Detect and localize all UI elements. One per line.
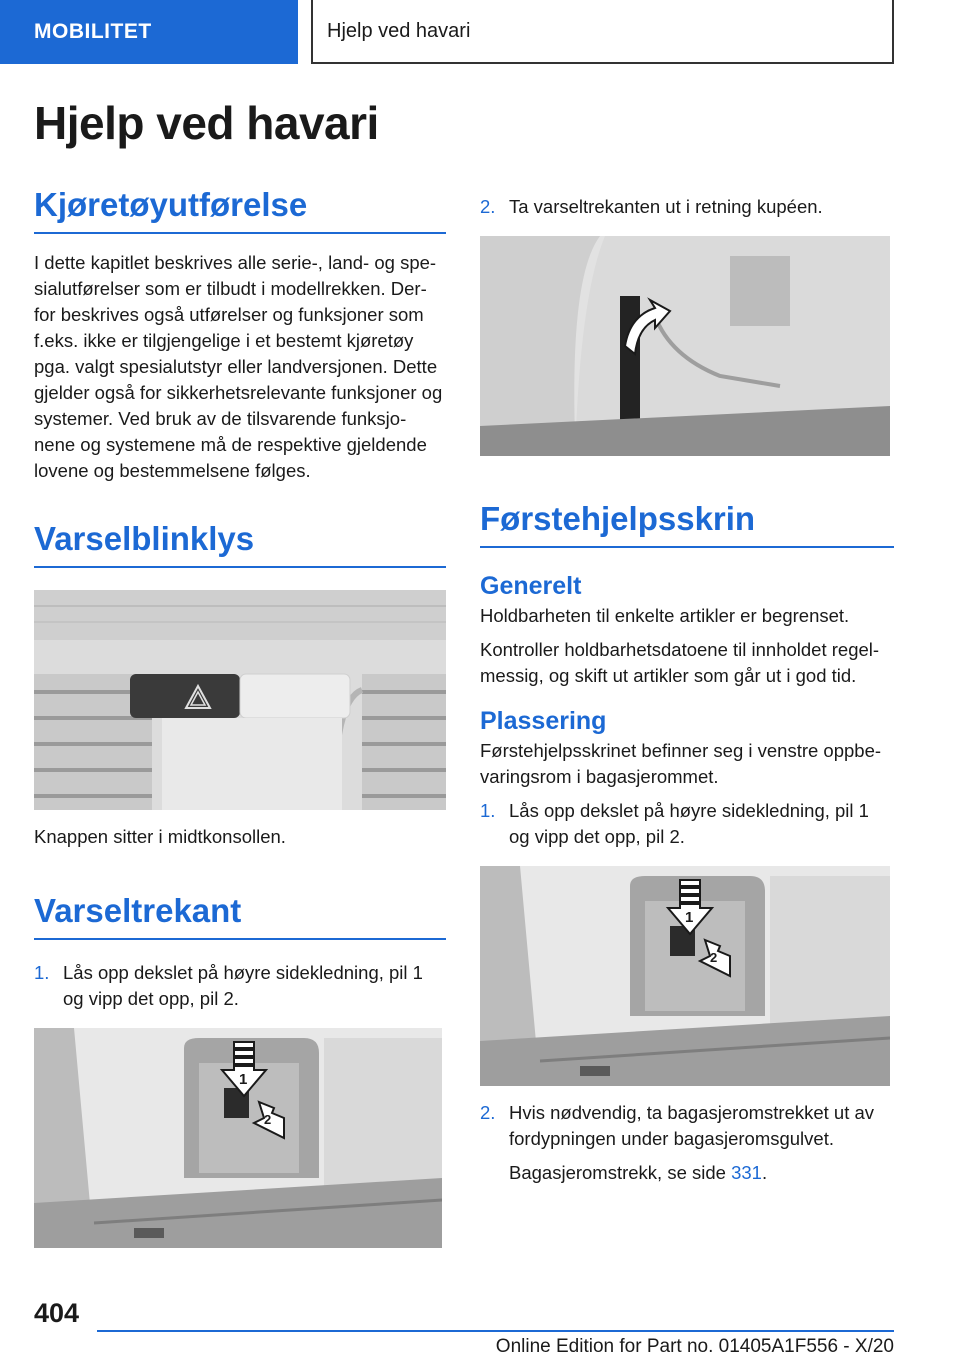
section-title-vehicle-version: Kjøretøyutførelse [34, 186, 446, 234]
right-column [480, 186, 894, 1186]
reference-prefix: Bagasjeromstrekk, se side [509, 1162, 732, 1183]
general-paragraph-1: Holdbarheten til enkelte artikler er begrenset. [480, 605, 850, 626]
footer-divider [97, 1330, 894, 1332]
step-number: 2. [480, 196, 496, 217]
page-reference-link[interactable]: 331 [731, 1162, 762, 1183]
section-title-first-aid-kit: Førstehjelpsskrin [480, 500, 894, 548]
step-text: Lås opp dekslet på høyre sidekledning, pil 1 og vipp det opp, pil 2. [509, 800, 869, 847]
vehicle-version-body: I dette kapitlet beskrives alle serie-, land- og spe-sialutførelser som er tilbudt i modellrekken. Der-for beskrives også utførelser og funksjoner som f.eks. ikke er tilgjengelige i et bestemt kjøretøy pga. valgt spesialutstyr eller landversjonen. Dette gjelder også for sikkerhetsrelevante funksjoner og systemer. Ved bruk av de tilsvarende funksjo-nene og systemene må de respektive gjeldende lovene og bestemmelsene følges. [34, 252, 443, 481]
general-paragraph-2: Kontroller holdbarhetsdatoene til innholdet regel-messig, og skift ut artikler som går ut i god tid. [480, 639, 880, 686]
header-chapter-title: Hjelp ved havari [311, 0, 894, 64]
step-text: Lås opp dekslet på høyre sidekledning, pil 1 og vipp det opp, pil 2. [63, 962, 423, 1009]
placement-paragraph: Førstehjelpsskrinet befinner seg i venstre oppbe-varingsrom i bagasjerommet. [480, 740, 882, 787]
triangle-step-2 [480, 194, 894, 220]
footer-edition: Online Edition for Part no. 01405A1F556 - X/20 [495, 1336, 894, 1357]
arrow-label-1: 1 [685, 909, 694, 926]
left-column [34, 186, 446, 1248]
step-text: Ta varseltrekanten ut i retning kupéen. [509, 196, 823, 217]
page-title: Hjelp ved havari [34, 97, 379, 149]
hazard-caption: Knappen sitter i midtkonsollen. [34, 826, 286, 847]
figure-side-trim-cover-right [480, 866, 890, 1086]
page-number: 404 [34, 1298, 80, 1328]
kit-step-2-reference [480, 1160, 894, 1186]
triangle-step-1 [34, 960, 446, 1012]
reference-suffix: . [761, 1162, 768, 1183]
arrow-label-2: 2 [264, 1112, 272, 1127]
arrow-label-1: 1 [239, 1071, 248, 1088]
step-number: 2. [480, 1102, 496, 1123]
step-number: 1. [480, 800, 496, 821]
figure-side-trim-cover-left [34, 1028, 442, 1248]
subsection-title-placement: Plassering [480, 707, 607, 735]
section-title-warning-triangle: Varseltrekant [34, 892, 446, 940]
step-text: Hvis nødvendig, ta bagasjeromstrekket ut av fordypningen under bagasjeromsgulvet. [509, 1102, 875, 1149]
figure-triangle-removal [480, 236, 890, 456]
header-section-tab: MOBILITET [0, 0, 298, 64]
subsection-title-general: Generelt [480, 572, 582, 600]
step-number: 1. [34, 962, 50, 983]
figure-hazard-button [34, 590, 446, 810]
section-title-hazard-lights: Varselblinklys [34, 520, 446, 568]
kit-step-1 [480, 798, 894, 850]
kit-step-2 [480, 1100, 894, 1152]
arrow-label-2: 2 [710, 950, 718, 965]
